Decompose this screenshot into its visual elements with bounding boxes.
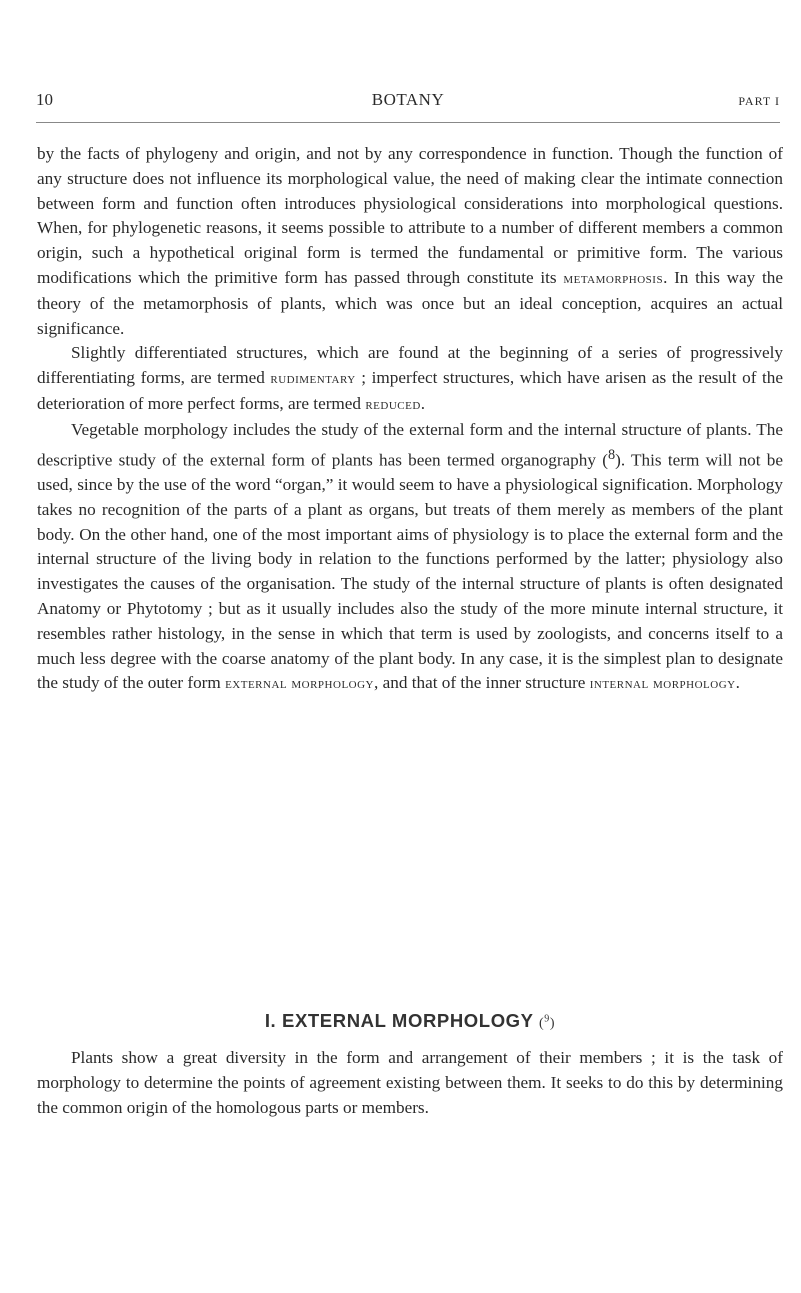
term-external-morphology: external morphology — [225, 676, 374, 693]
running-title: BOTANY — [371, 90, 445, 109]
section-title: I. EXTERNAL MORPHOLOGY — [264, 1010, 534, 1031]
term-metamorphosis: metamorphosis — [563, 270, 664, 287]
page-number: 10 — [36, 90, 53, 109]
part-label: PART I — [738, 94, 780, 108]
main-text-block — [37, 142, 783, 697]
section-text-block — [37, 1046, 783, 1120]
term-reduced: reduced — [365, 396, 421, 413]
paragraph-2: Slightly differentiated structures, which are found at the beginning of a series of progressively differentiating forms, are termed rudimentary ; imperfect structures, which have arisen as the result of the deterioration of more perfect forms, are termed reduced. — [37, 343, 784, 413]
section-heading — [37, 1010, 783, 1032]
page-header — [36, 90, 780, 123]
footnote-ref-8: 8 — [607, 446, 616, 463]
paragraph-3: Vegetable morphology includes the study of the external form and the internal structure of plants. The descriptive study of the external form of plants has been termed organography ($^8$). This term will not be used, since by the use of the word “organ,” it would seem to have a physiological signification. Morphology takes no recognition of the parts of a plant as organs, but treats of them merely as members of the plant body. On the other hand, one of the most important aims of physiology is to place the external form and the internal structure of the living body in relation to the functions performed by the latter; physiology also investigates the causes of the organisation. The study of the internal structure of plants is often designated Anatomy or Phytotomy ; but as it usually includes also the study of the more minute internal structure, it resembles rather histology, in the sense in which that term is used by zoologists, and concerns itself to a much less degree with the coarse anatomy of the plant body. In any case, it is the simplest plan to designate the study of the outer form external morphology, and that of the inner structure internal morphology. — [37, 419, 783, 693]
term-internal-morphology: internal morphology — [589, 676, 736, 693]
section-footnote-ref: ($^9$) — [539, 1013, 556, 1031]
paragraph-4: Plants show a great diversity in the form and arrangement of their members ; it is the task of morphology to determine the points of agreement existing between them. It seeks to do this by determining the common origin of the homologous parts or members. — [37, 1048, 783, 1117]
paragraph-1: by the facts of phylogeny and origin, and not by any correspondence in function. Though the function of any structure does not influence its morphological value, the need of making clear the intimate connection between form and function often introduces physiological considerations into morphological questions. When, for phylogenetic reasons, it seems possible to attribute to a number of different members a common origin, such a hypothetical original form is termed the fundamental or primitive form. The various modifications which the primitive form has passed through constitute its metamorphosis. In this way the theory of the metamorphosis of plants, which was once but an ideal conception, acquires an actual significance. — [37, 144, 783, 338]
term-rudimentary: rudimentary — [270, 371, 356, 388]
